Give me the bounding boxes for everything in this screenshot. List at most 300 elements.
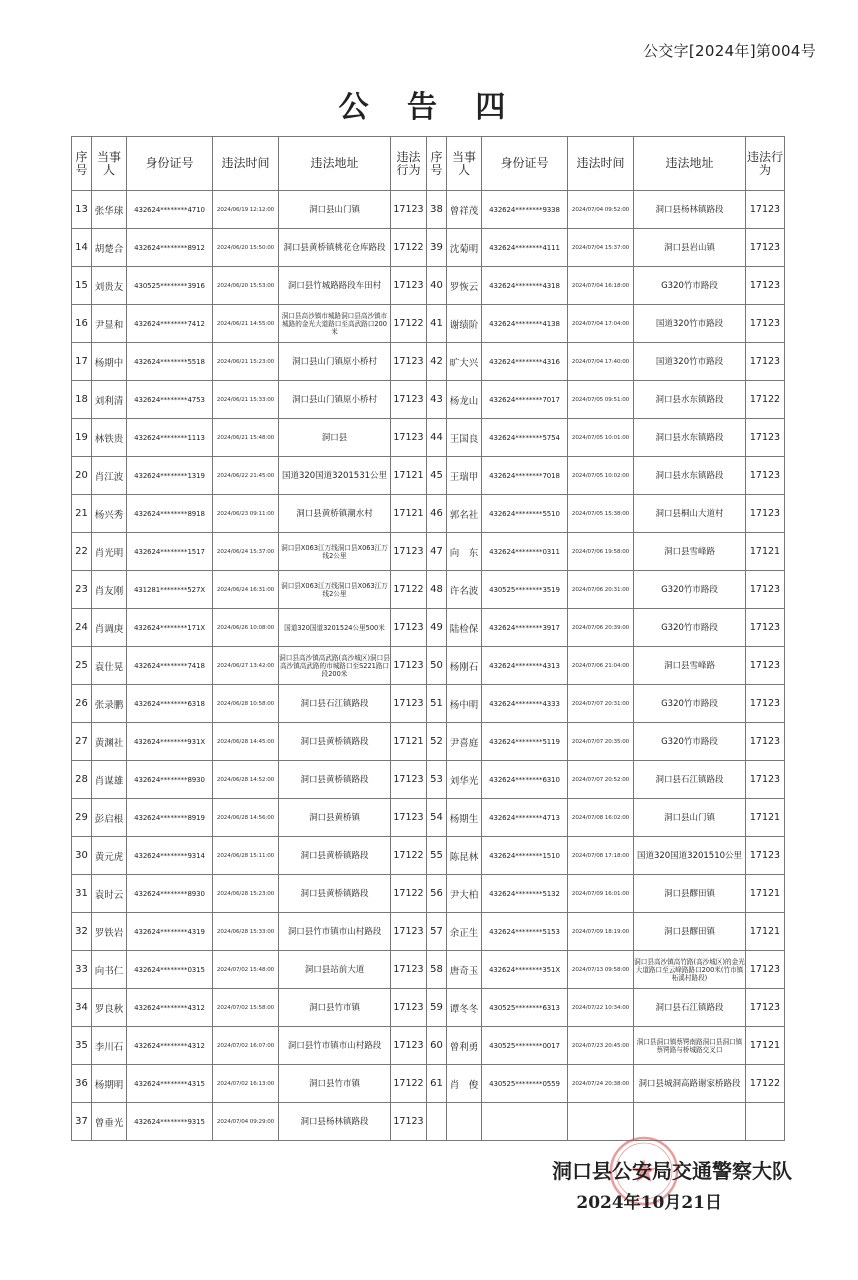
row-seq: 13 [72, 191, 92, 229]
violation-place: 洞口县黄桥镇路段 [279, 837, 391, 875]
violation-code: 17121 [391, 457, 427, 495]
row-seq: 43 [427, 381, 447, 419]
violation-place: 洞口县 [279, 419, 391, 457]
id-number: 432624********1510 [482, 837, 568, 875]
violation-code: 17123 [746, 761, 785, 799]
header-seq: 序号 [72, 137, 92, 191]
violation-time: 2024/07/02 16:13:00 [213, 1065, 279, 1103]
violation-time: 2024/06/26 10:08:00 [213, 609, 279, 647]
violation-time: 2024/06/21 14:55:00 [213, 305, 279, 343]
id-number: 432624********6318 [127, 685, 213, 723]
id-number: 432624********0311 [482, 533, 568, 571]
party-name: 沈菊明 [447, 229, 482, 267]
header-place: 违法地址 [279, 137, 391, 191]
violation-table [71, 136, 785, 1141]
id-number: 432624********4312 [127, 989, 213, 1027]
violation-code: 17123 [391, 191, 427, 229]
violation-place: 洞口县洞口镇蔡锷南路洞口县洞口镇蔡锷路与桥城路交叉口 [634, 1027, 746, 1065]
party-name: 张录鹏 [92, 685, 127, 723]
violation-code: 17123 [391, 609, 427, 647]
violation-place: 洞口县石江镇路段 [634, 989, 746, 1027]
party-name: 杨兴秀 [92, 495, 127, 533]
violation-code: 17123 [746, 419, 785, 457]
violation-code: 17123 [391, 1103, 427, 1141]
party-name: 向书仁 [92, 951, 127, 989]
party-name: 肖友刚 [92, 571, 127, 609]
party-name: 王瑞甲 [447, 457, 482, 495]
party-name: 肖光明 [92, 533, 127, 571]
row-seq: 24 [72, 609, 92, 647]
table-row [72, 305, 785, 343]
violation-place: 洞口县竹市镇 [279, 1065, 391, 1103]
violation-time: 2024/07/05 15:38:00 [568, 495, 634, 533]
row-seq: 53 [427, 761, 447, 799]
party-name: 张华球 [92, 191, 127, 229]
violation-code: 17123 [746, 989, 785, 1027]
id-number: 432624********8918 [127, 495, 213, 533]
party-name: 陆检保 [447, 609, 482, 647]
id-number: 432624********1319 [127, 457, 213, 495]
violation-code: 17121 [746, 875, 785, 913]
violation-time: 2024/06/20 15:53:00 [213, 267, 279, 305]
violation-place: G320竹市路段 [634, 571, 746, 609]
violation-place: 洞口县X063江万线洞口县X063江万线2公里 [279, 533, 391, 571]
violation-time: 2024/06/28 14:52:00 [213, 761, 279, 799]
id-number: 430525********0017 [482, 1027, 568, 1065]
table-row [72, 1027, 785, 1065]
id-number: 432624********8912 [127, 229, 213, 267]
violation-time: 2024/07/02 15:48:00 [213, 951, 279, 989]
table-row [72, 913, 785, 951]
party-name: 旷大兴 [447, 343, 482, 381]
violation-place: 洞口县水东镇路段 [634, 419, 746, 457]
table-row [72, 533, 785, 571]
header-code: 违法行为 [391, 137, 427, 191]
violation-time: 2024/06/28 14:56:00 [213, 799, 279, 837]
violation-place: 洞口县山门镇原小桥村 [279, 343, 391, 381]
violation-place: 洞口县石江镇路段 [634, 761, 746, 799]
party-name: 袁时云 [92, 875, 127, 913]
row-seq: 25 [72, 647, 92, 685]
violation-code: 17121 [746, 533, 785, 571]
header-party: 当事人 [447, 137, 482, 191]
violation-code: 17123 [391, 761, 427, 799]
party-name: 黄元虎 [92, 837, 127, 875]
violation-place: 洞口县黄桥镇潮水村 [279, 495, 391, 533]
id-number: 432624********6310 [482, 761, 568, 799]
violation-code: 17122 [391, 229, 427, 267]
violation-code: 17123 [746, 723, 785, 761]
violation-code: 17123 [746, 647, 785, 685]
row-seq: 36 [72, 1065, 92, 1103]
violation-time: 2024/06/20 15:50:00 [213, 229, 279, 267]
violation-time: 2024/07/05 10:01:00 [568, 419, 634, 457]
id-number: 432624********9314 [127, 837, 213, 875]
violation-code: 17123 [391, 799, 427, 837]
violation-time: 2024/06/23 09:11:00 [213, 495, 279, 533]
violation-time: 2024/06/28 15:33:00 [213, 913, 279, 951]
table-row [72, 419, 785, 457]
party-name: 李川石 [92, 1027, 127, 1065]
id-number: 432624********4713 [482, 799, 568, 837]
violation-time: 2024/07/04 09:29:00 [213, 1103, 279, 1141]
header-party: 当事人 [92, 137, 127, 191]
party-name: 唐奇玉 [447, 951, 482, 989]
party-name: 郭名社 [447, 495, 482, 533]
party-name: 向 东 [447, 533, 482, 571]
table-row [72, 761, 785, 799]
table-row [72, 229, 785, 267]
violation-place: 国道320国道3201524公里500米 [279, 609, 391, 647]
violation-place: 国道320国道3201531公里 [279, 457, 391, 495]
row-seq: 59 [427, 989, 447, 1027]
row-seq: 21 [72, 495, 92, 533]
id-number: 432624********5510 [482, 495, 568, 533]
violation-code: 17121 [391, 495, 427, 533]
violation-time: 2024/07/06 20:31:00 [568, 571, 634, 609]
id-number: 432624********171X [127, 609, 213, 647]
violation-code: 17123 [391, 647, 427, 685]
party-name: 杨期中 [92, 343, 127, 381]
id-number: 432624********4319 [127, 913, 213, 951]
party-name: 尹喜庭 [447, 723, 482, 761]
row-seq: 28 [72, 761, 92, 799]
party-name: 杨期生 [447, 799, 482, 837]
violation-place: 洞口县水东镇路段 [634, 381, 746, 419]
violation-code: 17123 [391, 533, 427, 571]
violation-place: 洞口县高沙镇高竹路(高沙城区)的金光大道路口至云峰路路口200米(竹市镇柘溪村路段) [634, 951, 746, 989]
violation-code: 17123 [391, 685, 427, 723]
id-number: 432624********5119 [482, 723, 568, 761]
table-body [72, 191, 785, 1141]
violation-place: 洞口县竹市镇 [279, 989, 391, 1027]
table-row [72, 1065, 785, 1103]
party-name: 曾垂光 [92, 1103, 127, 1141]
party-name: 刘利清 [92, 381, 127, 419]
violation-time: 2024/07/02 15:58:00 [213, 989, 279, 1027]
violation-code: 17121 [746, 913, 785, 951]
id-number: 432624********7412 [127, 305, 213, 343]
party-name: 许名波 [447, 571, 482, 609]
row-seq: 16 [72, 305, 92, 343]
row-seq: 23 [72, 571, 92, 609]
table-row [72, 837, 785, 875]
row-seq: 26 [72, 685, 92, 723]
row-seq: 35 [72, 1027, 92, 1065]
violation-time: 2024/06/19 12:12:00 [213, 191, 279, 229]
id-number: 432624********4710 [127, 191, 213, 229]
violation-code: 17123 [391, 1027, 427, 1065]
id-number: 432624********4111 [482, 229, 568, 267]
violation-time: 2024/06/24 15:37:00 [213, 533, 279, 571]
violation-place: 洞口县醪田镇 [634, 875, 746, 913]
violation-time: 2024/07/04 16:18:00 [568, 267, 634, 305]
party-name: 罗恢云 [447, 267, 482, 305]
party-name: 胡楚合 [92, 229, 127, 267]
violation-code: 17123 [391, 951, 427, 989]
violation-time: 2024/06/28 15:11:00 [213, 837, 279, 875]
id-number: 432624********5754 [482, 419, 568, 457]
table-row [72, 875, 785, 913]
violation-code: 17123 [391, 381, 427, 419]
header-seq: 序号 [427, 137, 447, 191]
violation-code: 17123 [746, 343, 785, 381]
row-seq: 54 [427, 799, 447, 837]
violation-code: 17123 [746, 837, 785, 875]
row-seq: 60 [427, 1027, 447, 1065]
id-number: 432624********1517 [127, 533, 213, 571]
violation-time: 2024/07/05 10:02:00 [568, 457, 634, 495]
violation-place: 洞口县黄桥镇 [279, 799, 391, 837]
row-seq [427, 1103, 447, 1141]
violation-time: 2024/07/04 09:52:00 [568, 191, 634, 229]
party-name [447, 1103, 482, 1141]
violation-time: 2024/06/28 10:58:00 [213, 685, 279, 723]
violation-time: 2024/06/24 16:31:00 [213, 571, 279, 609]
row-seq: 18 [72, 381, 92, 419]
violation-time: 2024/07/07 20:35:00 [568, 723, 634, 761]
party-name: 肖调庚 [92, 609, 127, 647]
violation-code: 17123 [391, 267, 427, 305]
violation-time: 2024/06/28 14:45:00 [213, 723, 279, 761]
violation-code: 17123 [746, 191, 785, 229]
violation-code: 17123 [746, 457, 785, 495]
id-number: 430525********0559 [482, 1065, 568, 1103]
violation-code: 17123 [746, 951, 785, 989]
violation-time: 2024/06/21 15:33:00 [213, 381, 279, 419]
violation-place: 洞口县桐山大道村 [634, 495, 746, 533]
row-seq: 27 [72, 723, 92, 761]
violation-place: 洞口县山门镇原小桥村 [279, 381, 391, 419]
violation-time: 2024/06/21 15:23:00 [213, 343, 279, 381]
party-name: 王国良 [447, 419, 482, 457]
row-seq: 19 [72, 419, 92, 457]
party-name: 杨刚石 [447, 647, 482, 685]
violation-place: 洞口县竹市镇市山村路段 [279, 913, 391, 951]
row-seq: 49 [427, 609, 447, 647]
row-seq: 56 [427, 875, 447, 913]
violation-code: 17123 [391, 419, 427, 457]
table-row [72, 799, 785, 837]
table-row [72, 685, 785, 723]
violation-code: 17123 [746, 609, 785, 647]
violation-place: 洞口县杨林镇路段 [634, 191, 746, 229]
violation-code: 17123 [391, 989, 427, 1027]
violation-time: 2024/07/24 20:38:00 [568, 1065, 634, 1103]
row-seq: 52 [427, 723, 447, 761]
violation-code: 17122 [391, 837, 427, 875]
row-seq: 22 [72, 533, 92, 571]
violation-time: 2024/07/22 10:34:00 [568, 989, 634, 1027]
violation-place: 洞口县竹市镇市山村路段 [279, 1027, 391, 1065]
party-name: 袁仕晃 [92, 647, 127, 685]
party-name: 尹大柏 [447, 875, 482, 913]
header-place: 违法地址 [634, 137, 746, 191]
violation-place: 洞口县黄桥镇路段 [279, 875, 391, 913]
id-number: 432624********4138 [482, 305, 568, 343]
violation-place: 洞口县高沙镇市城路洞口县高沙镇市城路的金光大道路口至高武路口200米 [279, 305, 391, 343]
party-name: 罗良秋 [92, 989, 127, 1027]
violation-place: 洞口县雪峰路 [634, 647, 746, 685]
party-name: 肖江波 [92, 457, 127, 495]
row-seq: 47 [427, 533, 447, 571]
issuing-organization: 洞口县公安局交通警察大队 [552, 1159, 792, 1183]
id-number: 432624********931X [127, 723, 213, 761]
id-number: 432624********8930 [127, 875, 213, 913]
violation-code: 17123 [746, 495, 785, 533]
party-name: 罗铁岩 [92, 913, 127, 951]
violation-place: 洞口县山门镇 [279, 191, 391, 229]
violation-time: 2024/07/06 21:04:00 [568, 647, 634, 685]
row-seq: 61 [427, 1065, 447, 1103]
party-name: 肖 俊 [447, 1065, 482, 1103]
row-seq: 31 [72, 875, 92, 913]
violation-time: 2024/07/08 17:18:00 [568, 837, 634, 875]
row-seq: 57 [427, 913, 447, 951]
table-row [72, 267, 785, 305]
violation-time: 2024/06/21 15:48:00 [213, 419, 279, 457]
violation-code: 17123 [746, 267, 785, 305]
party-name: 彭启根 [92, 799, 127, 837]
row-seq: 33 [72, 951, 92, 989]
violation-time: 2024/07/23 20:45:00 [568, 1027, 634, 1065]
row-seq: 44 [427, 419, 447, 457]
violation-code: 17122 [391, 1065, 427, 1103]
id-number: 432624********4315 [127, 1065, 213, 1103]
violation-place: G320竹市路段 [634, 723, 746, 761]
issue-date: 2024年10月21日 [576, 1193, 722, 1213]
violation-code: 17123 [746, 305, 785, 343]
violation-place: 洞口县杨林镇路段 [279, 1103, 391, 1141]
id-number: 432624********4333 [482, 685, 568, 723]
party-name: 林铁贵 [92, 419, 127, 457]
page-title: 公 告 四 [338, 90, 520, 125]
party-name: 谭冬冬 [447, 989, 482, 1027]
id-number: 432624********1113 [127, 419, 213, 457]
id-number: 432624********7018 [482, 457, 568, 495]
violation-code: 17122 [391, 305, 427, 343]
row-seq: 51 [427, 685, 447, 723]
table-row [72, 343, 785, 381]
header-time: 违法时间 [568, 137, 634, 191]
row-seq: 32 [72, 913, 92, 951]
violation-code: 17121 [391, 723, 427, 761]
violation-code: 17122 [391, 875, 427, 913]
violation-place: 洞口县黄桥镇路段 [279, 761, 391, 799]
id-number: 430525********6313 [482, 989, 568, 1027]
violation-place: 洞口县站前大道 [279, 951, 391, 989]
id-number: 432624********351X [482, 951, 568, 989]
id-number: 432624********7418 [127, 647, 213, 685]
party-name: 杨期明 [92, 1065, 127, 1103]
violation-place: 洞口县竹城路路段车田村 [279, 267, 391, 305]
id-number: 430525********3916 [127, 267, 213, 305]
violation-place: 洞口县山门镇 [634, 799, 746, 837]
violation-time: 2024/07/04 15:37:00 [568, 229, 634, 267]
document-number: 公交字[2024年]第004号 [642, 42, 816, 60]
violation-time: 2024/07/09 18:19:00 [568, 913, 634, 951]
id-number: 432624********8919 [127, 799, 213, 837]
party-name: 陈昆林 [447, 837, 482, 875]
id-number: 432624********0315 [127, 951, 213, 989]
id-number: 432624********3917 [482, 609, 568, 647]
violation-place: G320竹市路段 [634, 685, 746, 723]
violation-place: G320竹市路段 [634, 609, 746, 647]
party-name: 刘贵友 [92, 267, 127, 305]
row-seq: 34 [72, 989, 92, 1027]
table-row [72, 723, 785, 761]
table-row [72, 191, 785, 229]
violation-time: 2024/06/27 13:42:00 [213, 647, 279, 685]
table-row [72, 989, 785, 1027]
violation-time: 2024/06/22 21:45:00 [213, 457, 279, 495]
table-row [72, 457, 785, 495]
table-header-row [72, 137, 785, 191]
row-seq: 30 [72, 837, 92, 875]
party-name: 杨中明 [447, 685, 482, 723]
id-number: 432624********4316 [482, 343, 568, 381]
violation-time: 2024/07/02 16:07:00 [213, 1027, 279, 1065]
party-name: 曾利勇 [447, 1027, 482, 1065]
violation-code: 17123 [746, 685, 785, 723]
party-name: 余正生 [447, 913, 482, 951]
violation-time: 2024/07/04 17:40:00 [568, 343, 634, 381]
id-number: 432624********5153 [482, 913, 568, 951]
violation-place: 洞口县岩山镇 [634, 229, 746, 267]
violation-time: 2024/07/13 09:58:00 [568, 951, 634, 989]
table-row [72, 571, 785, 609]
table-row [72, 609, 785, 647]
violation-place: 国道320竹市路段 [634, 343, 746, 381]
row-seq: 14 [72, 229, 92, 267]
party-name: 黄渊社 [92, 723, 127, 761]
violation-place: G320竹市路段 [634, 267, 746, 305]
violation-place: 洞口县石江镇路段 [279, 685, 391, 723]
id-number: 432624********9338 [482, 191, 568, 229]
violation-place: 国道320竹市路段 [634, 305, 746, 343]
table-row [72, 495, 785, 533]
party-name: 刘华光 [447, 761, 482, 799]
id-number: 432624********5518 [127, 343, 213, 381]
party-name: 尹显和 [92, 305, 127, 343]
row-seq: 17 [72, 343, 92, 381]
violation-time: 2024/07/09 16:01:00 [568, 875, 634, 913]
violation-time: 2024/07/05 09:51:00 [568, 381, 634, 419]
violation-time: 2024/07/06 20:39:00 [568, 609, 634, 647]
violation-time: 2024/06/28 15:23:00 [213, 875, 279, 913]
row-seq: 39 [427, 229, 447, 267]
violation-place: 国道320国道3201510公里 [634, 837, 746, 875]
violation-place: 洞口县醪田镇 [634, 913, 746, 951]
header-id: 身份证号 [482, 137, 568, 191]
row-seq: 37 [72, 1103, 92, 1141]
row-seq: 20 [72, 457, 92, 495]
violation-code: 17123 [746, 571, 785, 609]
violation-place: 洞口县水东镇路段 [634, 457, 746, 495]
id-number: 432624********4753 [127, 381, 213, 419]
row-seq: 50 [427, 647, 447, 685]
row-seq: 41 [427, 305, 447, 343]
id-number: 432624********5132 [482, 875, 568, 913]
party-name: 杨龙山 [447, 381, 482, 419]
violation-place: 洞口县雪峰路 [634, 533, 746, 571]
row-seq: 42 [427, 343, 447, 381]
violation-code: 17122 [746, 1065, 785, 1103]
violation-place: 洞口县城洞高路谢家桥路段 [634, 1065, 746, 1103]
violation-code: 17121 [746, 799, 785, 837]
violation-time: 2024/07/04 17:04:00 [568, 305, 634, 343]
header-time: 违法时间 [213, 137, 279, 191]
